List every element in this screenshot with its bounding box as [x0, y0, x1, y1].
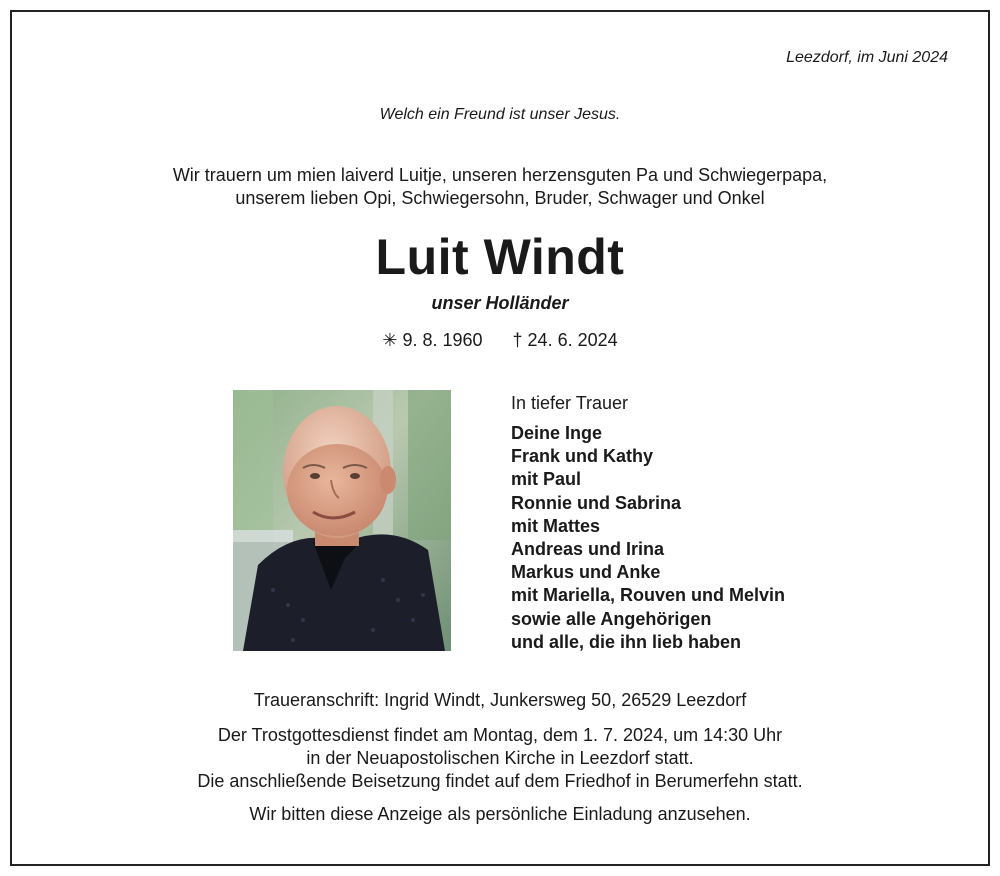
- birth-date: ✳ 9. 8. 1960: [382, 330, 483, 350]
- mourner-name: Markus und Anke: [511, 562, 661, 583]
- mourner-name: mit Mariella, Rouven und Melvin: [511, 585, 786, 606]
- mourner-name: mit Paul: [511, 469, 582, 490]
- mourners-intro: In tiefer Trauer: [511, 393, 629, 413]
- closing-note: Wir bitten diese Anzeige als persönliche Einladung anzusehen.: [249, 804, 751, 824]
- life-dates: [0, 330, 1000, 351]
- mourner-name: Frank und Kathy: [511, 446, 654, 467]
- mourner-name: mit Mattes: [511, 515, 601, 536]
- mourning-address: Traueranschrift: Ingrid Windt, Junkersweg 50, 26529 Leezdorf: [253, 690, 747, 710]
- service-line-2: in der Neuapostolischen Kirche in Leezdorf statt.: [306, 748, 694, 768]
- deceased-name: Luit Windt: [375, 229, 625, 285]
- mourner-name: Deine Inge: [511, 423, 603, 443]
- deceased-nickname: unser Holländer: [431, 293, 569, 313]
- service-info: [0, 724, 1000, 793]
- mourner-name: Andreas und Irina: [511, 539, 665, 560]
- service-line-3: Die anschließende Beisetzung findet auf dem Friedhof in Berumerfehn statt.: [197, 771, 803, 791]
- place-date: Leezdorf, im Juni 2024: [786, 49, 948, 66]
- mourner-name: sowie alle Angehörigen: [511, 608, 712, 629]
- mourner-name: und alle, die ihn lieb haben: [511, 631, 742, 652]
- intro-line-2: unserem lieben Opi, Schwiegersohn, Bruder, Schwager und Onkel: [235, 188, 765, 208]
- portrait-photo: [233, 390, 451, 651]
- motto: Welch ein Freund ist unser Jesus.: [379, 106, 621, 123]
- mourners-block: [511, 392, 785, 654]
- intro-line-1: Wir trauern um mien laiverd Luitje, unseren herzensguten Pa und Schwiegerpapa,: [172, 165, 828, 185]
- intro-text: [0, 164, 1000, 210]
- mourner-name: Ronnie und Sabrina: [511, 492, 682, 513]
- death-date: † 24. 6. 2024: [512, 330, 618, 350]
- service-line-1: Der Trostgottesdienst findet am Montag, dem 1. 7. 2024, um 14:30 Uhr: [217, 725, 783, 745]
- mourners-list: [511, 422, 785, 654]
